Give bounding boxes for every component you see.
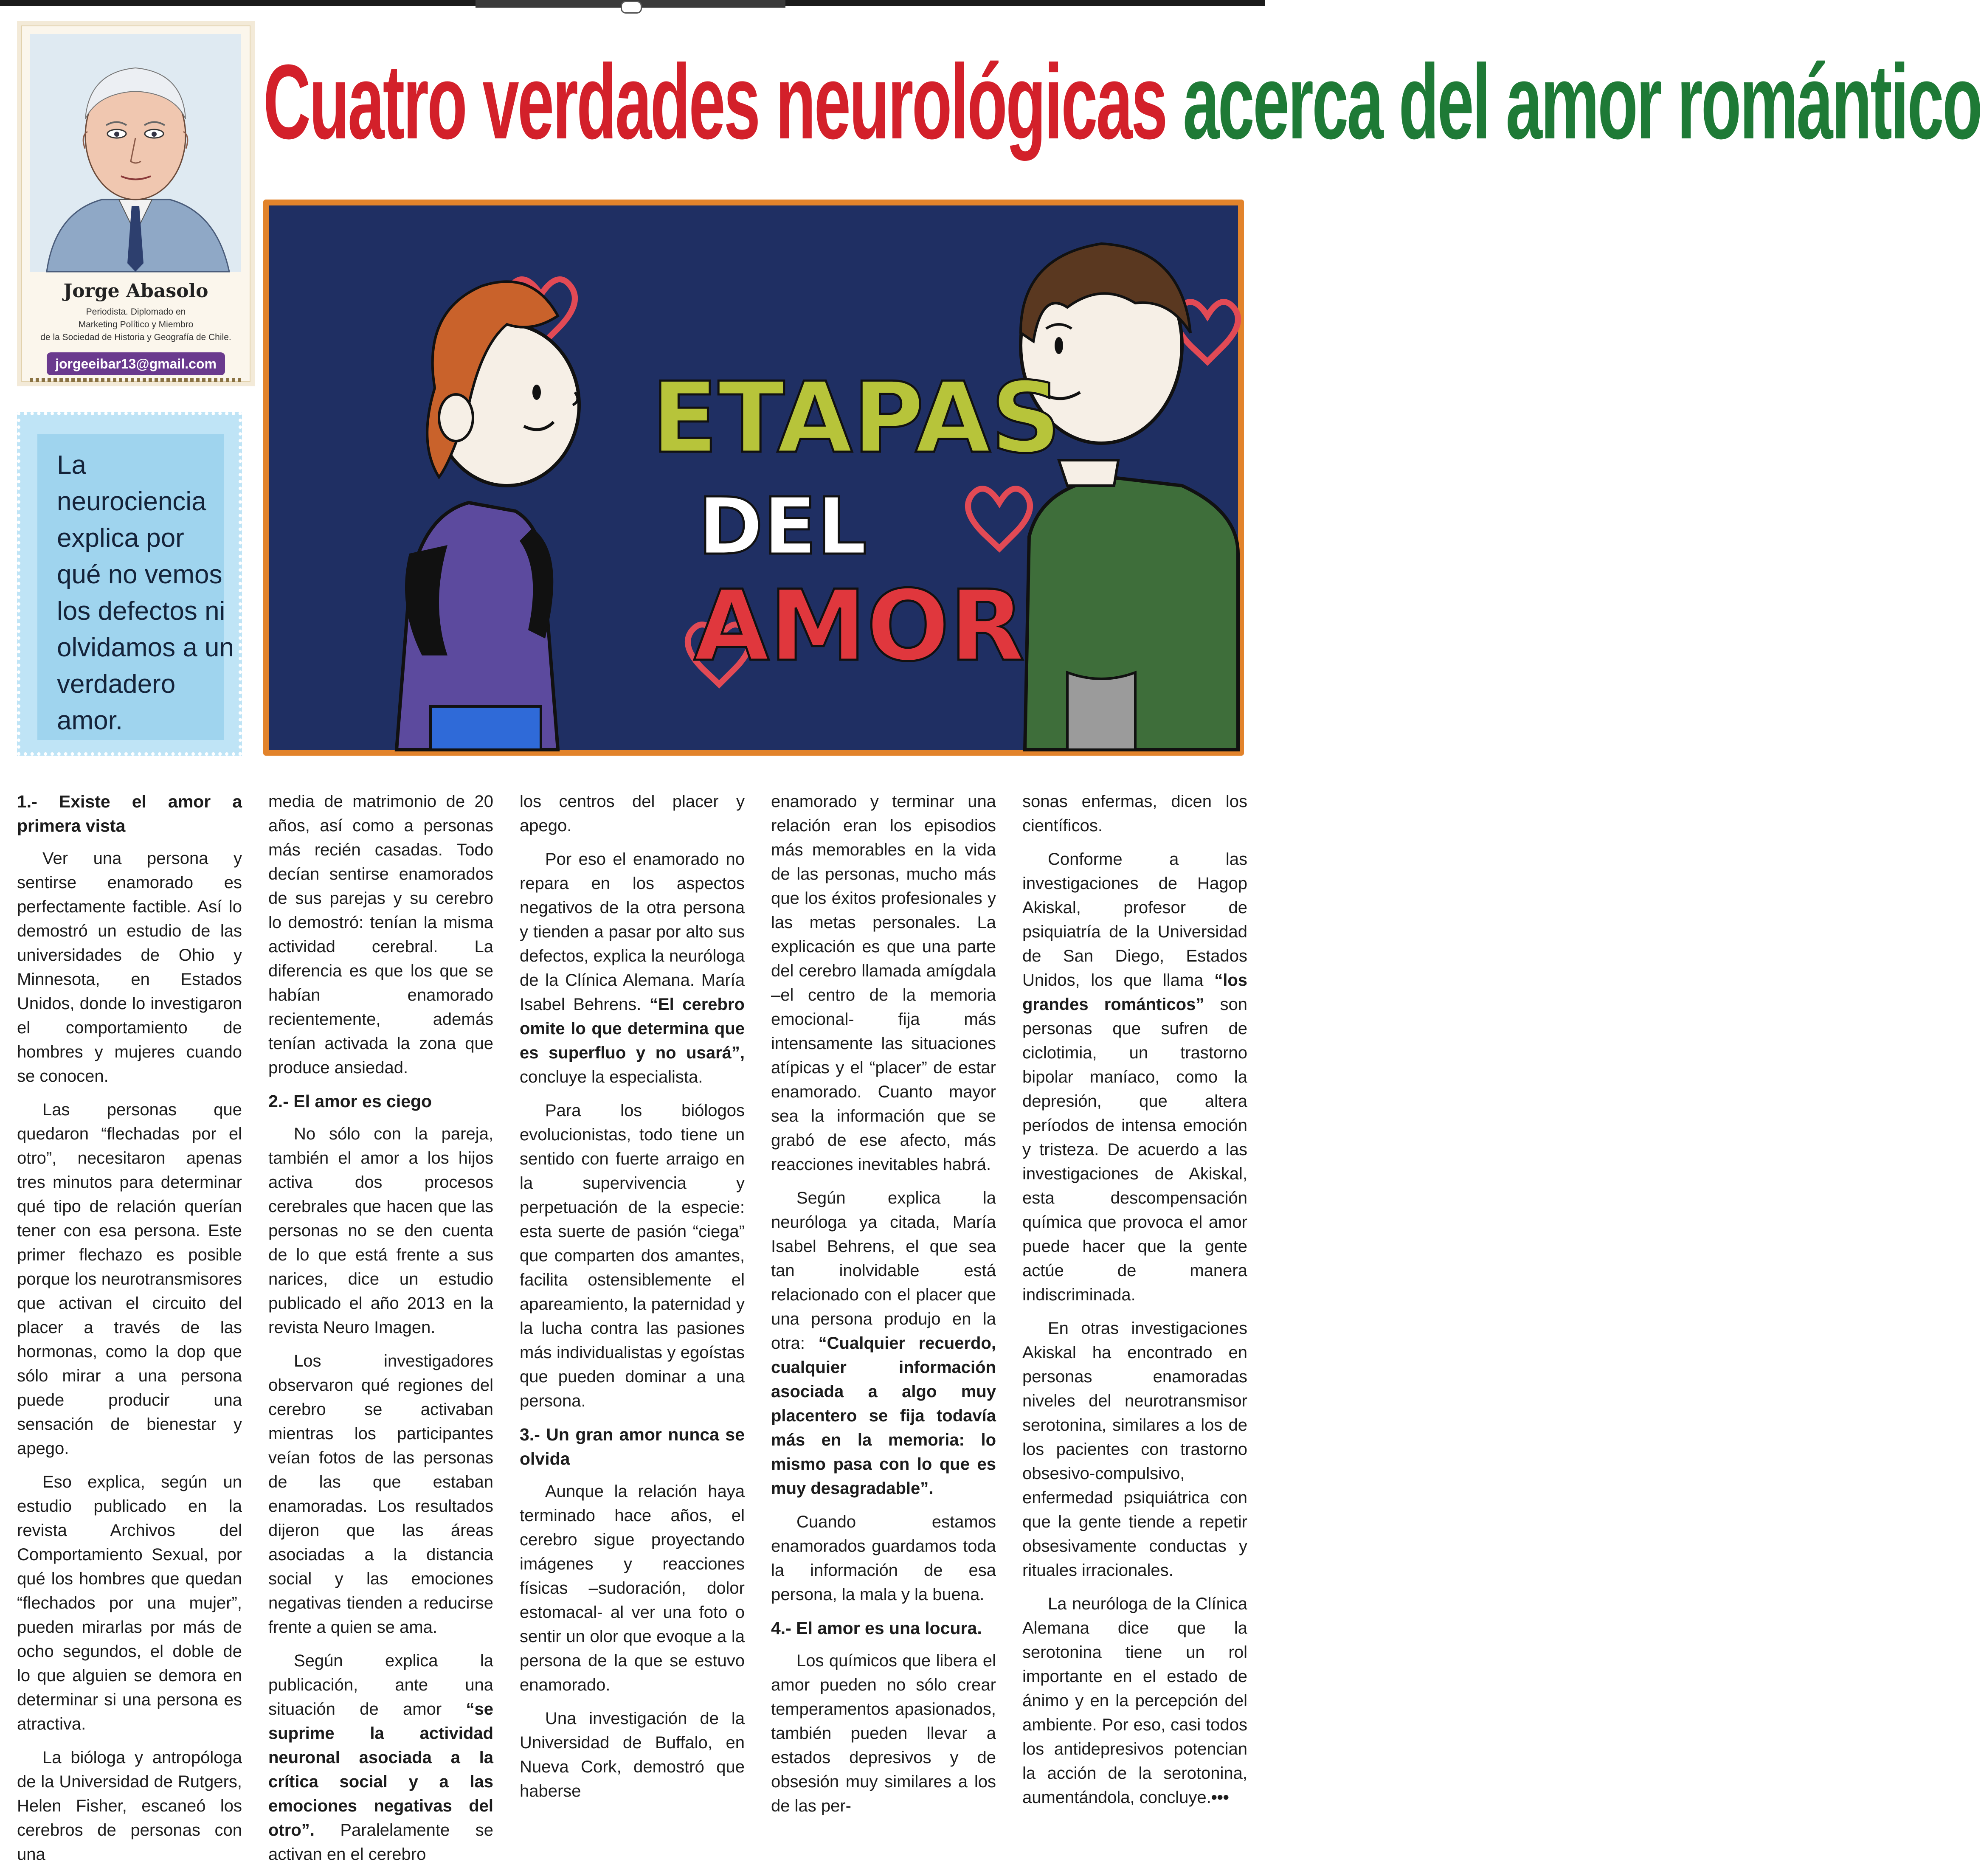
paragraph: No sólo con la pareja, también el amor a los hijos activa dos procesos cerebrales que hacen que las personas no se den cuenta de lo que está frente a sus narices, dice un estudio publicado el año 2013 en la revista Neuro Imagen.: [268, 1125, 493, 1337]
end-mark: •••: [1211, 1788, 1229, 1807]
quote-bold: “se suprime la actividad neuronal asociada a la crítica social y a las emociones negativas del otro”.: [268, 1700, 493, 1839]
paragraph: [268, 1649, 493, 1867]
paragraph: [520, 847, 745, 1089]
text-run: Conforme a las investigaciones de Hagop Akiskal, profesor de psiquiatría de la Universidad de San Diego, Estados Unidos, los que llama: [1022, 850, 1247, 990]
author-bio-line: Marketing Político y Miembro: [78, 320, 194, 329]
text-run: Según explica la neuróloga ya citada, María Isabel Behrens, el que sea tan inolvidable está relacionado con el placer que una persona produjo en la otra:: [771, 1189, 996, 1353]
illustration-title-amor: AMOR: [694, 570, 1025, 683]
paragraph: Para los biólogos evolucionistas, todo tiene un sentido con fuerte arraigo en la supervivencia y perpetuación de la especie: esta suerte de pasión “ciega” que comparten dos amantes, facilita ostensiblemente el apareamiento, la paternidad y la lucha contra las pasiones más individualistas y egoístas que pueden dominar a una persona.: [520, 1101, 745, 1410]
top-ornament-icon: [621, 1, 642, 14]
pullquote-inner: [37, 434, 234, 740]
text-run: Según explica la publicación, ante una situación de amor: [268, 1651, 493, 1718]
text-run: concluye la especialista.: [520, 1068, 703, 1086]
section-heading: 1.- Existe el amor a primera vista: [17, 792, 242, 835]
illustration: [263, 200, 1244, 756]
author-box-border-ornament: [30, 378, 242, 382]
headline-part-red: Cuatro verdades neurológicas: [263, 42, 1166, 161]
author-photo: [30, 34, 241, 272]
section-heading: 3.- Un gran amor nunca se olvida: [520, 1425, 745, 1468]
paragraph: Cuando estamos enamorados guardamos toda la información de esa persona, la mala y la buena.: [771, 1513, 996, 1604]
illustration-title-etapas: ETAPAS: [651, 362, 1061, 475]
author-name: Jorge Abasolo: [63, 280, 208, 302]
quote-bold: “Cualquier recuerdo, cualquier información asociada a algo muy placentero se fija todavía más en la memoria: lo mismo pasa con lo que es muy desagradable”.: [771, 1334, 996, 1498]
paragraph: Los químicos que libera el amor pueden no sólo crear temperamentos apasionados, también pueden llevar a estados depresivos y de obsesión muy similares a los de las per-: [771, 1651, 996, 1815]
author-email-link[interactable]: jorgeeibar13@gmail.com: [47, 352, 225, 375]
author-box: [17, 21, 255, 386]
pullquote-text: La neurociencia explica por qué no vemos los defectos ni olvidamos a un verdadero amor.: [57, 450, 234, 735]
paragraph: La bióloga y antropóloga de la Universidad de Rutgers, Helen Fisher, escaneó los cerebros de personas con una: [17, 1748, 242, 1864]
section-heading: 4.- El amor es una locura.: [771, 1618, 982, 1638]
text-run: Paralelamente se activan en el cerebro: [268, 1821, 493, 1864]
paragraph: Aunque la relación haya terminado hace años, el cerebro sigue proyectando imágenes y reacciones físicas –sudoración, dolor estomacal- al ver una foto o sentir un olor que evoque a la persona de la que se estuvo enamorado.: [520, 1482, 745, 1694]
article-column-2: [268, 790, 493, 1876]
pullquote-box: [17, 412, 242, 756]
text-run: son personas que sufren de ciclotimia, un trastorno bipolar maníaco, como la depresión, que altera períodos de intensa emoción y tristeza. De acuerdo a las investigaciones de Akiskal, esta descompensación química que provoca el amor puede hacer que la gente actúe de manera indiscriminada.: [1022, 995, 1247, 1304]
author-bio: [34, 306, 238, 344]
quote-bold: “los grandes románticos”: [1022, 971, 1247, 1014]
article-column-4: [771, 790, 996, 1828]
author-bio-line: de la Sociedad de Historia y Geografía de Chile.: [40, 332, 231, 342]
paragraph: Las personas que quedaron “flechadas por el otro”, necesitaron apenas tres minutos para determinar qué tipo de relación querían tener con esa persona. Este primer flechazo es posible porque los neurotransmisores que activan el circuito del placer a través de las hormonas, como la dop que sólo mirar a una persona puede producir una sensación de bienestar y apego.: [17, 1100, 242, 1458]
illustration-title-del: DEL: [698, 481, 867, 572]
paragraph: Una investigación de la Universidad de Buffalo, en Nueva Cork, demostró que haberse: [520, 1709, 745, 1800]
section-heading: 2.- El amor es ciego: [268, 1091, 432, 1111]
paragraph: sonas enfermas, dicen los científicos.: [1022, 792, 1247, 835]
author-bio-line: Periodista. Diplomado en: [86, 307, 186, 317]
paragraph: enamorado y terminar una relación eran los episodios más memorables en la vida de las personas, mucho más que los éxitos profesionales y las metas personales. La explicación es que una parte del cerebro llamada amígdala –el centro de la memoria emocional- fija más intensamente las situaciones atípicas y el “placer” de estar enamorado. Cuanto mayor sea la información que se grabó de ese afecto, más reacciones inevitables habrá.: [771, 792, 996, 1174]
paragraph: [1022, 1592, 1247, 1810]
paragraph: [771, 1186, 996, 1501]
text-run: Por eso el enamorado no repara en los aspectos negativos de la otra persona y tienden a pasar por alto sus defectos, explica la neuróloga de la Clínica Alemana. María Isabel Behrens.: [520, 850, 745, 1014]
paragraph: los centros del placer y apego.: [520, 792, 745, 835]
headline: [263, 17, 1981, 187]
paragraph: Eso explica, según un estudio publicado en la revista Archivos del Comportamiento Sexual, por qué los hombres que quedan “flechados por una mujer”, pueden mirarlas por más de ocho segundos, el doble de lo que alguien se demora en determinar si una persona es atractiva.: [17, 1473, 242, 1733]
paragraph: media de matrimonio de 20 años, así como a personas más recién casadas. Todo decían sentirse enamorados de sus parejas y su cerebro lo demostró: tenían la misma actividad cerebral. La diferencia es que los que se habían enamorado recientemente, además tenían activada la zona que produce ansiedad.: [268, 792, 493, 1077]
headline-part-green: acerca del amor romántico: [1183, 42, 1981, 161]
article-column-1: [17, 790, 242, 1876]
text-run: La neuróloga de la Clínica Alemana dice que la serotonina tiene un rol importante en el estado de ánimo y en la percepción del ambiente. Por eso, casi todos los antidepresivos potencian la acción de la serotonina, aumentándola, concluye.: [1022, 1595, 1247, 1807]
author-portrait-icon: [30, 34, 241, 272]
article-column-3: [520, 790, 745, 1813]
paragraph: [1022, 847, 1247, 1307]
paragraph: Los investigadores observaron qué regiones del cerebro se activaban mientras los participantes veían fotos de las personas de las que estaban enamoradas. Los resultados dijeron que las áreas asociadas a la distancia social y las emociones negativas tienden a reducirse frente a quien se ama.: [268, 1352, 493, 1637]
article-column-5: [1022, 790, 1247, 1819]
paragraph: En otras investigaciones Akiskal ha encontrado en personas enamoradas niveles del neurotransmisor serotonina, similares a los de los pacientes con trastorno obsesivo-compulsivo, enfermedad psiquiátrica con que la gente tiende a repetir obsesivamente conductas y rituales irracionales.: [1022, 1319, 1247, 1580]
etapas-del-amor-illustration: [269, 205, 1238, 750]
quote-bold: “El cerebro omite lo que determina que es superfluo y no usará”,: [520, 995, 745, 1062]
paragraph: Ver una persona y sentirse enamorado es perfectamente factible. Así lo demostró un estudio de las universidades de Ohio y Minnesota, en Estados Unidos, donde lo investigaron el comportamiento de hombres y mujeres cuando se conocen.: [17, 849, 242, 1086]
